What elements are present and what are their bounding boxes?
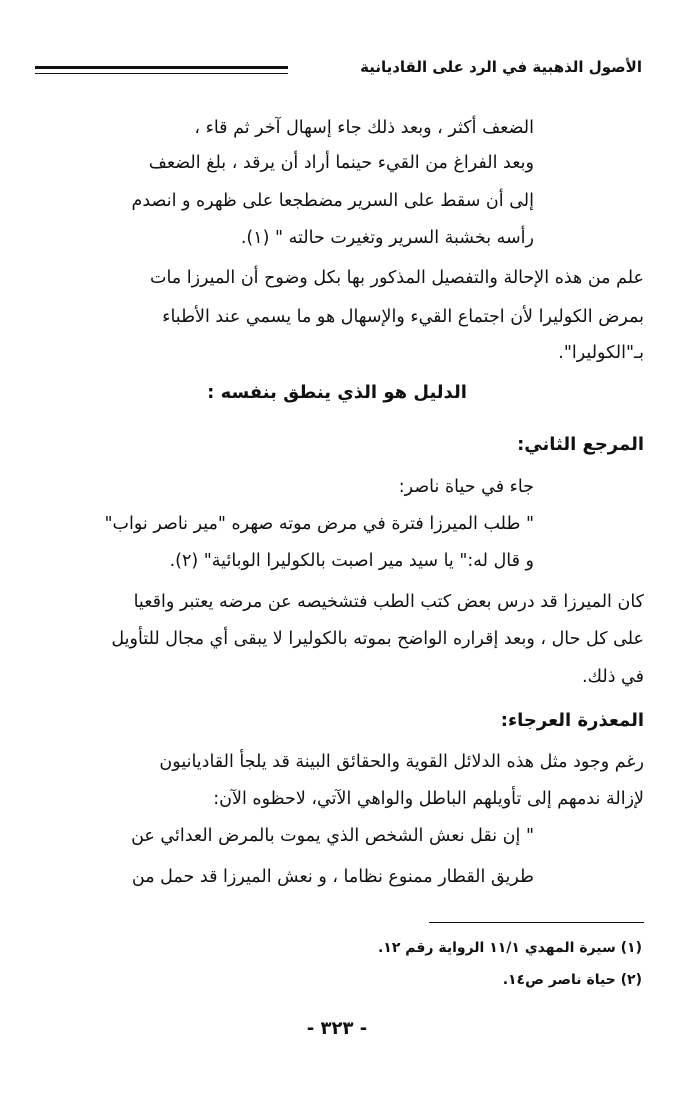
text-line: بمرض الكوليرا لأن اجتماع القيء والإسهال هو ما يسمي عند الأطباء — [162, 307, 644, 327]
quote-line: " إن نقل نعش الشخص الذي يموت بالمرض العدائي عن — [131, 826, 534, 846]
footnote: (١) سيرة المهدي ١١/١ الرواية رقم ١٢. — [377, 940, 642, 956]
footnote: (٢) حياة ناصر ص١٤. — [502, 972, 642, 988]
subsection-heading: المعذرة العرجاء: — [500, 710, 644, 731]
quote-line: " طلب الميرزا فترة في مرض موته صهره "مير ناصر نواب" — [104, 514, 534, 534]
text-line: الضعف أكثر ، وبعد ذلك جاء إسهال آخر ثم قاء ، — [194, 118, 534, 138]
quote-line: و قال له:" يا سيد مير اصبت بالكوليرا الوبائية" (٢). — [169, 551, 534, 571]
header-rule-thin — [35, 73, 288, 74]
text-line: على كل حال ، وبعد إقراره الواضح بموته بالكوليرا لا يبقى أي مجال للتأويل — [111, 629, 644, 649]
text-line: جاء في حياة ناصر: — [398, 477, 534, 497]
text-line: رغم وجود مثل هذه الدلائل القوية والحقائق البينة قد يلجأ القاديانيون — [159, 752, 644, 772]
text-line: وبعد الفراغ من القيء حينما أراد أن يرقد ، بلغ الضعف — [148, 153, 534, 173]
page-number: - ٣٢٣ - — [306, 1018, 368, 1039]
section-heading: الدليل هو الذي ينطق بنفسه : — [207, 382, 467, 403]
text-line: بـ"الكوليرا". — [558, 343, 644, 363]
header-rule-thick — [35, 66, 288, 69]
footnote-rule — [429, 922, 644, 923]
text-line: في ذلك. — [582, 667, 644, 687]
text-line: لإزالة ندمهم إلى تأويلهم الباطل والواهي الآتي، لاحظوه الآن: — [213, 789, 644, 809]
quote-line: طريق القطار ممنوع نظاما ، و نعش الميرزا قد حمل من — [131, 867, 534, 887]
text-line: علم من هذه الإحالة والتفصيل المذكور بها بكل وضوح أن الميرزا مات — [149, 268, 644, 288]
text-line: إلى أن سقط على السرير مضطجعا على ظهره و انصدم — [131, 191, 534, 211]
text-line: رأسه بخشبة السرير وتغيرت حالته " (١). — [240, 228, 534, 248]
subsection-heading: المرجع الثاني: — [517, 434, 644, 455]
running-header-title: الأصول الذهبية في الرد على القاديانية — [360, 58, 642, 76]
text-line: كان الميرزا قد درس بعض كتب الطب فتشخيصه عن مرضه يعتبر واقعيا — [133, 592, 644, 612]
